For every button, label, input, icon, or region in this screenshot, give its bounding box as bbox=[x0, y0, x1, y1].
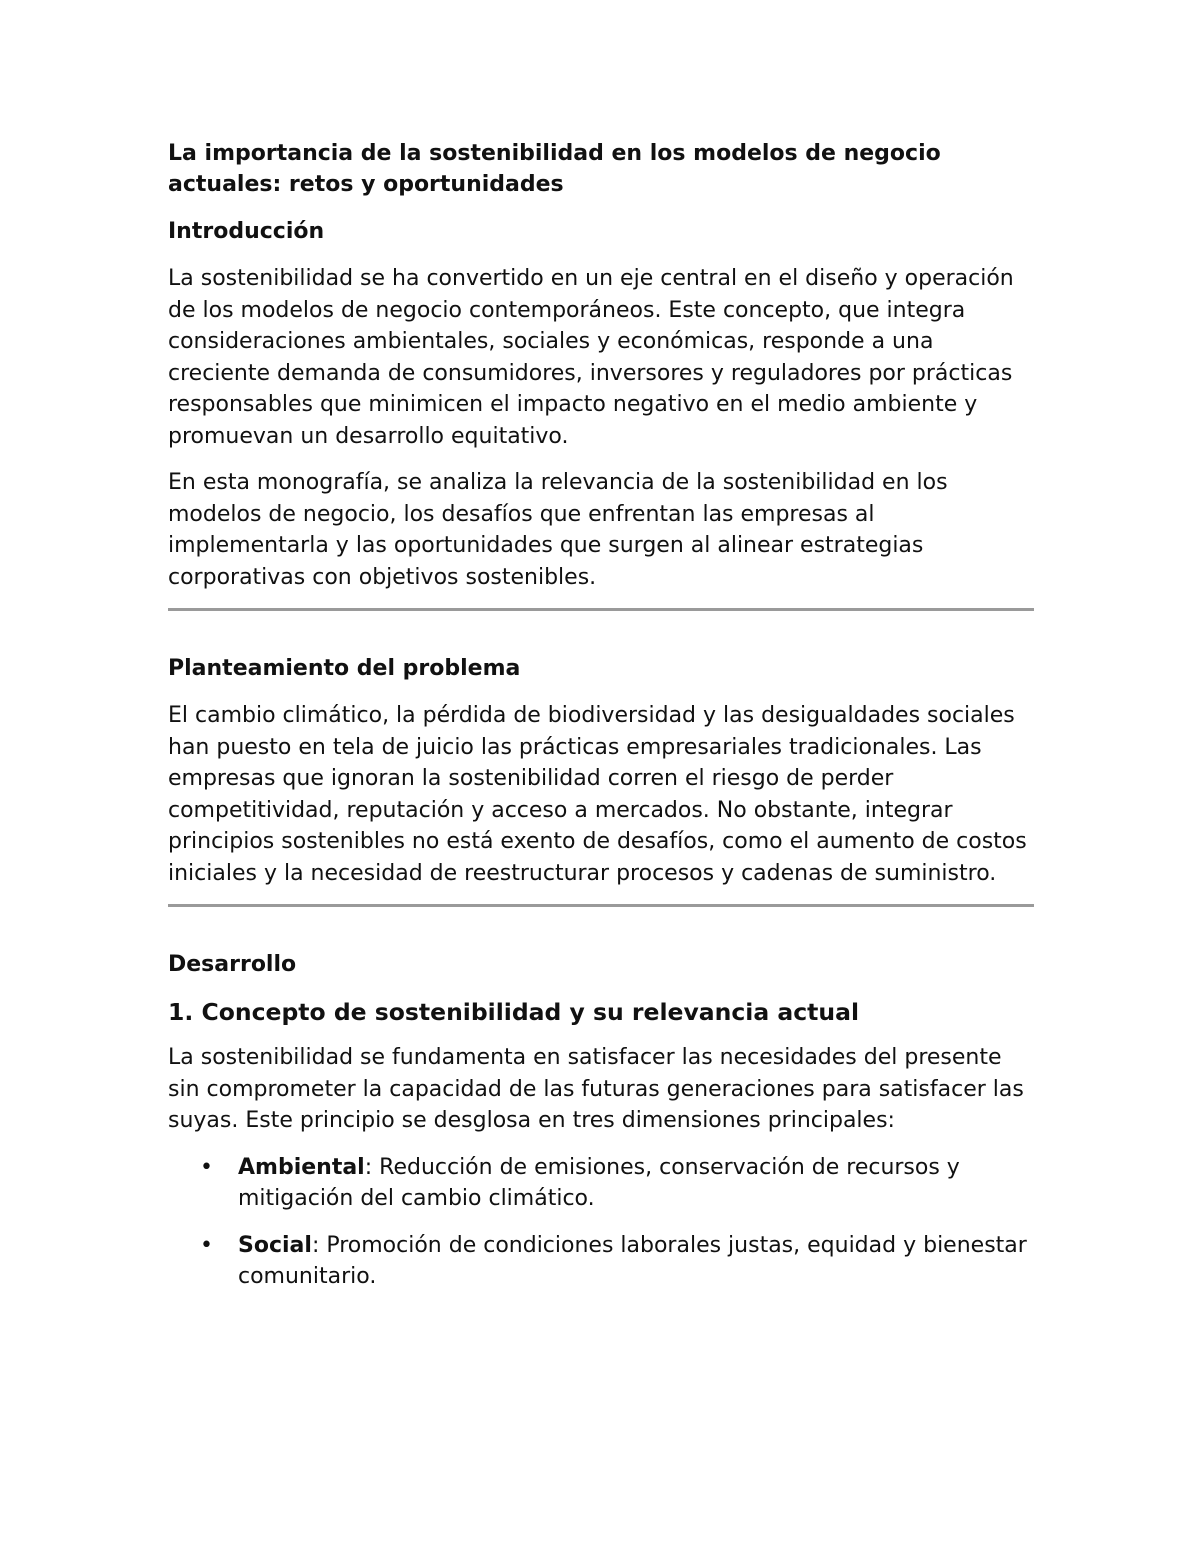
dimensions-list bbox=[168, 1152, 1034, 1293]
bullet-icon: • bbox=[200, 1154, 213, 1180]
intro-paragraph-2: En esta monografía, se analiza la relevancia de la sostenibilidad en los modelos de negocio, los desafíos que enfrentan las empresas al implementarla y las oportunidades que surgen al alinear estrategias corporativas con objetivos sostenibles. bbox=[168, 470, 948, 590]
list-item-term: Ambiental bbox=[238, 1154, 365, 1180]
bullet-icon: • bbox=[200, 1232, 213, 1258]
document-title: La importancia de la sostenibilidad en los modelos de negocio actuales: retos y oportunidades bbox=[168, 141, 941, 197]
list-item bbox=[200, 1152, 1034, 1215]
horizontal-rule bbox=[168, 608, 1034, 611]
development-paragraph-1: La sostenibilidad se fundamenta en satisfacer las necesidades del presente sin comprometer la capacidad de las futuras generaciones para satisfacer las suyas. Este principio se desglosa en tres dimensiones principales: bbox=[168, 1045, 1024, 1133]
heading-introduccion: Introducción bbox=[168, 219, 325, 244]
document-page bbox=[168, 138, 1034, 1308]
problem-paragraph-1: El cambio climático, la pérdida de biodiversidad y las desigualdades sociales han puesto en tela de juicio las prácticas empresariales tradicionales. Las empresas que ignoran la sostenibilidad corren el riesgo de perder competitividad, reputación y acceso a mercados. No obstante, integrar principios sostenibles no está exento de desafíos, como el aumento de costos iniciales y la necesidad de reestructurar procesos y cadenas de suministro. bbox=[168, 703, 1027, 886]
list-item bbox=[200, 1230, 1034, 1293]
subheading-concepto: 1. Concepto de sostenibilidad y su relevancia actual bbox=[168, 998, 860, 1026]
intro-paragraph-1: La sostenibilidad se ha convertido en un eje central en el diseño y operación de los modelos de negocio contemporáneos. Este concepto, que integra consideraciones ambientales, sociales y económicas, responde a una creciente demanda de consumidores, inversores y reguladores por prácticas responsables que minimicen el impacto negativo en el medio ambiente y promuevan un desarrollo equitativo. bbox=[168, 266, 1014, 449]
list-item-text: : Reducción de emisiones, conservación de recursos y mitigación del cambio climático. bbox=[238, 1154, 960, 1211]
list-item-text: : Promoción de condiciones laborales justas, equidad y bienestar comunitario. bbox=[238, 1232, 1027, 1289]
horizontal-rule bbox=[168, 904, 1034, 907]
heading-planteamiento: Planteamiento del problema bbox=[168, 656, 521, 681]
list-item-term: Social bbox=[238, 1232, 312, 1258]
heading-desarrollo: Desarrollo bbox=[168, 952, 297, 977]
